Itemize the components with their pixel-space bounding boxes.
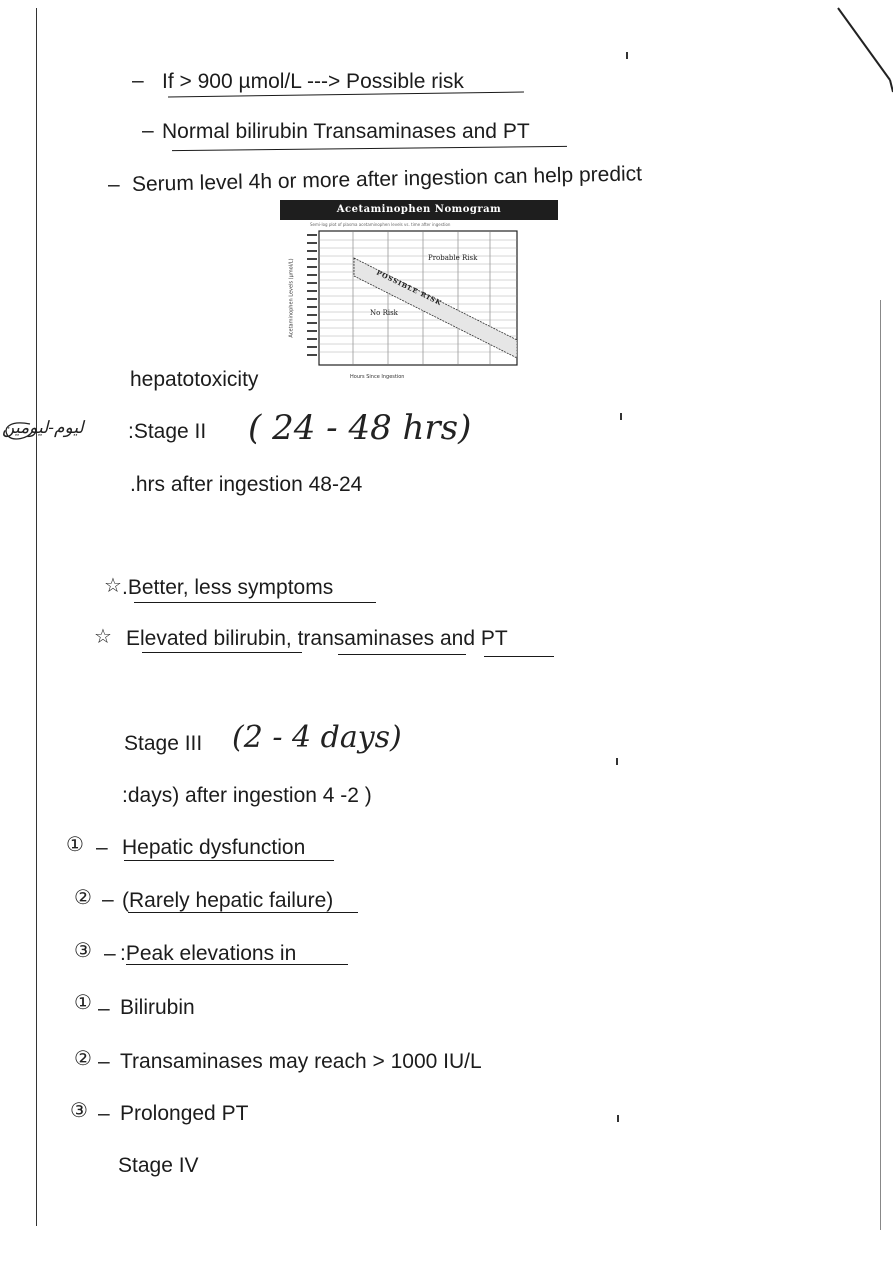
circled-subnumber-3: ③ (70, 1098, 88, 1122)
underline (128, 912, 358, 913)
underline (172, 146, 567, 151)
line-hepatotoxicity: hepatotoxicity (130, 368, 259, 391)
star-icon: ☆ (94, 624, 112, 648)
line-better-less-symptoms: .Better, less symptoms (122, 576, 334, 599)
nomogram-norisk-label: No Risk (370, 309, 398, 317)
dash-bullet: – (98, 997, 110, 1020)
stage-ii-handwritten-duration: ( 24 - 48 hrs) (248, 408, 472, 448)
underline (338, 654, 466, 655)
underline (142, 652, 302, 653)
underline (124, 860, 334, 861)
underline (126, 964, 348, 965)
line-normal-bilirubin: Normal bilirubin Transaminases and PT (162, 120, 530, 143)
nomogram-probable-label: Probable Risk (428, 254, 478, 262)
nomogram-y-label: Acetaminophen Levels (µmol/L) (288, 258, 295, 338)
line-hrs-after-ingestion: .hrs after ingestion 48-24 (130, 473, 363, 496)
dash-bullet: – (98, 1050, 110, 1073)
line-possible-risk: If > 900 µmol/L ---> Possible risk (162, 70, 464, 93)
circled-number-2: ② (74, 885, 92, 909)
dash-bullet: – (108, 173, 120, 196)
line-prolonged-pt: Prolonged PT (120, 1102, 249, 1125)
dash-bullet: – (132, 69, 144, 92)
nomogram-plot (318, 230, 520, 370)
line-stage-iv: Stage IV (118, 1154, 199, 1177)
circled-number-1: ① (66, 832, 84, 856)
line-peak-elevations: :Peak elevations in (120, 942, 297, 965)
left-margin-line (36, 8, 37, 1226)
nomogram-fine-print: Semi-log plot of plasma acetaminophen levels vs. time after ingestion (310, 222, 451, 227)
line-days-after-ingestion: :days) after ingestion 4 -2 ) (122, 784, 372, 807)
speck (626, 52, 628, 59)
dash-bullet: – (102, 888, 114, 911)
speck (617, 1115, 619, 1122)
circled-subnumber-1: ① (74, 990, 92, 1014)
speck (620, 413, 622, 420)
acetaminophen-nomogram (280, 200, 560, 385)
line-bilirubin: Bilirubin (120, 996, 195, 1019)
circled-subnumber-2: ② (74, 1046, 92, 1070)
arabic-note-loop (0, 418, 34, 442)
line-elevated-bilirubin: Elevated bilirubin, transaminases and PT (126, 627, 508, 650)
right-margin-line (880, 300, 881, 1230)
nomogram-title: Acetaminophen Nomogram (280, 200, 558, 220)
dash-bullet: – (104, 942, 116, 965)
underline (134, 602, 376, 603)
line-rarely-hepatic-failure: (Rarely hepatic failure) (122, 889, 334, 912)
nomogram-y-ticks (306, 230, 320, 370)
nomogram-x-label: Hours Since Ingestion (350, 374, 405, 380)
speck (616, 758, 618, 765)
arabic-margin-note: ليوم-ليومين (2, 418, 84, 438)
star-icon: ☆ (104, 573, 122, 597)
nomogram-possible-label: POSSIBLE RISK (375, 268, 444, 308)
line-stage-iii: Stage III (124, 732, 203, 755)
line-serum-level: Serum level 4h or more after ingestion can help predict (131, 162, 643, 196)
stage-iii-handwritten-duration: (2 - 4 days) (232, 720, 402, 755)
dash-bullet: – (96, 836, 108, 859)
circled-number-3: ③ (74, 938, 92, 962)
dash-bullet: – (142, 119, 154, 142)
dash-bullet: – (98, 1102, 110, 1125)
line-stage-ii: :Stage II (128, 420, 207, 443)
line-hepatic-dysfunction: Hepatic dysfunction (122, 836, 306, 859)
underline (484, 656, 554, 657)
line-transaminases: Transaminases may reach > 1000 IU/L (120, 1050, 482, 1073)
corner-stroke (830, 0, 893, 100)
